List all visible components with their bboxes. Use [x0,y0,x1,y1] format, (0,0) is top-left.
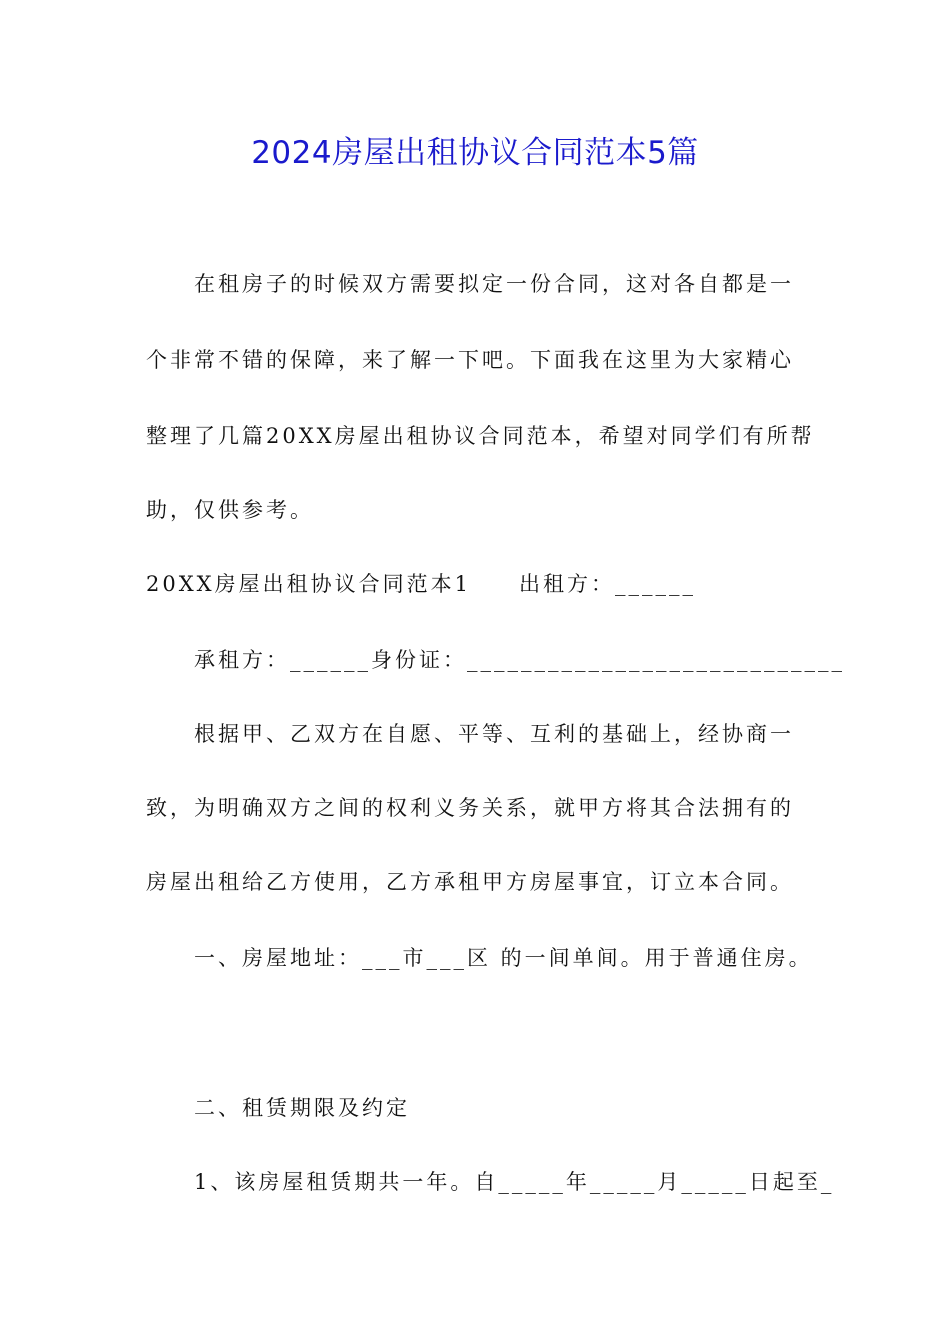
lessor-label: 出租方：______ [518,572,696,596]
section-heading-row [146,568,806,600]
document-title: 2024房屋出租协议合同范本5篇 [251,135,699,171]
intro-line-1: 在租房子的时候双方需要拟定一份合同，这对各自都是一 [194,272,794,296]
clause-2-heading: 二、租赁期限及约定 [194,1096,410,1120]
clause-2-1: 1、该房屋租赁期共一年。自_____年_____月_____日起至_ [194,1170,835,1194]
intro-line-4: 助，仅供参考。 [146,498,314,522]
intro-line-2: 个非常不错的保障，来了解一下吧。下面我在这里为大家精心 [146,348,794,372]
section-heading: 20XX房屋出租协议合同范本1 [146,572,471,596]
lessee-line: 承租方：______身份证：____________________________ [194,648,845,672]
intro-line-3: 整理了几篇20XX房屋出租协议合同范本，希望对同学们有所帮 [146,424,815,448]
clause-1: 一、房屋地址：___市___区 的一间单间。用于普通住房。 [194,946,813,970]
basis-line-3: 房屋出租给乙方使用，乙方承租甲方房屋事宜，订立本合同。 [146,870,794,894]
basis-line-2: 致，为明确双方之间的权利义务关系，就甲方将其合法拥有的 [146,796,794,820]
basis-line-1: 根据甲、乙双方在自愿、平等、互利的基础上，经协商一 [194,722,794,746]
